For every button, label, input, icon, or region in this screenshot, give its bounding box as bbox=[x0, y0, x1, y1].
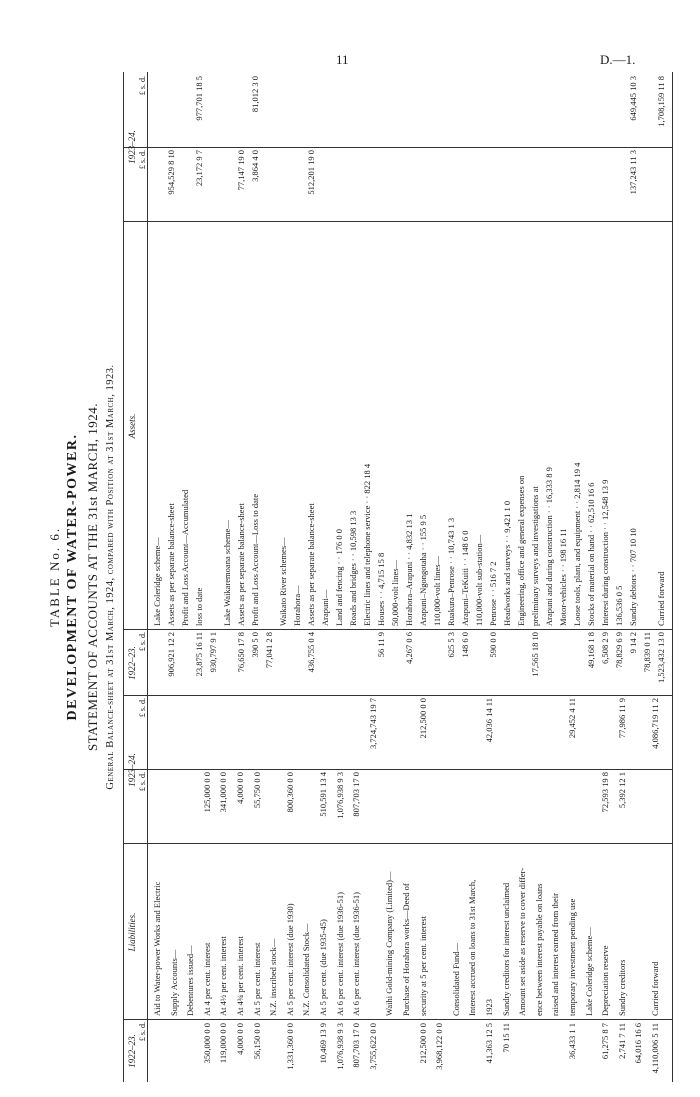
liab-l6-c1: 4,000 0 0 bbox=[235, 772, 245, 804]
assets-a34-p: 78,829 6 9 bbox=[614, 632, 624, 669]
assets-a8-d: Profit and Loss Account—Loss to date bbox=[250, 494, 260, 626]
assets-a32-d: Stocks of material on hand · · 62,510 16 6 bbox=[586, 482, 596, 626]
assets-a4-c1: 23,172 9 7 bbox=[194, 150, 204, 187]
page-number: 11 bbox=[336, 52, 349, 67]
header-liab-1923-24: 1923–24. bbox=[127, 753, 137, 787]
liab-l23-d: Amount set aside as reserve to cover differ- bbox=[517, 867, 528, 1016]
assets-a32-p: 49,168 1 8 bbox=[586, 632, 596, 669]
liab-l28-c1: 72,593 19 8 bbox=[600, 772, 611, 813]
assets-a36-p: 78,839 0 11 bbox=[642, 632, 652, 673]
units-label: £ s. d. bbox=[138, 632, 147, 652]
units-label: £ s. d. bbox=[138, 150, 147, 170]
units-label: £ s. d. bbox=[138, 698, 147, 718]
assets-a35-p: 9 14 2 bbox=[628, 632, 638, 654]
liab-l4-d: At 4 per cent. interest bbox=[201, 942, 212, 1016]
liab-l5-c1: 341,000 0 0 bbox=[218, 772, 229, 813]
liab-l10-d: N.Z. Consolidated Stock— bbox=[301, 923, 312, 1016]
assets-a23-p: 148 6 0 bbox=[460, 632, 470, 658]
liab-l26-p: 36,433 1 1 bbox=[567, 1023, 577, 1060]
header-liabilities: Liabilities. bbox=[127, 912, 137, 952]
liab-l21-p: 41,363 12 5 bbox=[484, 1023, 494, 1064]
liab-l5-p: 119,000 0 0 bbox=[218, 1023, 229, 1064]
document-title: DEVELOPMENT OF WATER-POWER. bbox=[65, 433, 80, 721]
liab-l25-d: raised and interest earned from their bbox=[550, 893, 561, 1016]
assets-a26-d: Headworks and surveys · · 9,421 1 0 bbox=[502, 500, 512, 626]
liab-l13-c1: 807,703 17 0 bbox=[351, 772, 362, 817]
liab-l22-p: 70 15 11 bbox=[500, 1023, 511, 1053]
liab-l29-c2: 77,986 11 9 bbox=[616, 698, 627, 739]
liab-l29-p: 2,741 7 11 bbox=[616, 1023, 627, 1059]
assets-a11-d: Horahora— bbox=[292, 585, 302, 626]
header-assets: Assets. bbox=[127, 413, 137, 439]
assets-a6-d: Lake Waikaremoana scheme— bbox=[222, 520, 232, 626]
col-rule-5 bbox=[123, 629, 672, 630]
assets-a4-p: 23,875 16 11 bbox=[194, 632, 204, 677]
liab-l2-d: Supply Accounts— bbox=[168, 949, 179, 1016]
liab-l11-c1: 510,591 13 4 bbox=[318, 772, 328, 817]
liab-l13-p: 807,703 17 0 bbox=[351, 1023, 362, 1068]
assets-a22-d: Ruakura–Penrose · · 10,743 1 3 bbox=[446, 517, 456, 626]
liab-l26-d: temporary investment pending use bbox=[567, 898, 577, 1016]
header-asset-1922-23: 1922–23. bbox=[127, 646, 137, 680]
liab-l8-d: N.Z. inscribed stock— bbox=[268, 938, 279, 1016]
liab-l30-p: 64,016 16 6 bbox=[633, 1023, 644, 1064]
page-reference: D.—1. bbox=[600, 52, 636, 67]
assets-a13-d: Arapuni— bbox=[320, 589, 330, 626]
liab-l12-p: 1,076,938 9 3 bbox=[334, 1023, 345, 1070]
liab-l1-d: Aid to Water-power Works and Electric bbox=[152, 881, 162, 1016]
col-rule-1 bbox=[123, 1019, 672, 1020]
liab-l24-d: ence between interest payable on loans bbox=[533, 883, 544, 1016]
assets-a37-c2: 1,708,159 11 8 bbox=[656, 76, 666, 127]
liab-l28-d: Depreciation reserve bbox=[600, 945, 611, 1016]
liab-l11-d: At 5 per cent. (due 1935-45) bbox=[318, 919, 328, 1016]
assets-a18-d: 50,000-volt lines— bbox=[390, 559, 400, 626]
assets-a4-d: loss to date bbox=[194, 587, 204, 626]
units-label: £ s. d. bbox=[138, 1022, 147, 1042]
liab-l21-d: 1923 bbox=[484, 999, 494, 1016]
liab-l20-d: Interest accrued on loans to 31st March, bbox=[467, 879, 478, 1016]
table-number: TABLE No. 6. bbox=[47, 526, 62, 628]
assets-a10-d: Waikato River schemes— bbox=[278, 537, 288, 626]
rotated-table bbox=[45, 72, 685, 1082]
assets-a2-p: 906,921 12 2 bbox=[166, 632, 176, 677]
center-rule bbox=[123, 695, 672, 696]
assets-a14-d: Land and fencing · · 176 0 0 bbox=[334, 528, 344, 626]
assets-a35-c1: 137,243 11 3 bbox=[628, 150, 638, 195]
assets-a29-d: Arapuni and during construction · · 16,333 8 9 bbox=[544, 467, 554, 626]
assets-a19-p: 4,267 0 6 bbox=[404, 632, 414, 664]
liab-l5-d: At 4½ per cent. interest bbox=[218, 936, 229, 1016]
liab-l13-d: At 6 per cent. interest (due 1936-51) bbox=[351, 892, 362, 1016]
assets-a35-c2: 649,445 10 3 bbox=[628, 76, 638, 121]
liab-l28-p: 61,275 8 7 bbox=[600, 1023, 611, 1060]
assets-a2-d: Assets as per separate balance-sheet bbox=[166, 503, 176, 626]
liab-l11-p: 10,469 13 9 bbox=[318, 1023, 328, 1064]
liab-l9-c1: 800,360 0 0 bbox=[284, 772, 295, 813]
assets-a3-d: Profit and Loss Account—Accumulated bbox=[180, 489, 190, 626]
assets-a37-d: Carried forward bbox=[656, 571, 666, 626]
liab-l12-d: At 6 per cent. interest (due 1936-51) bbox=[334, 892, 345, 1016]
assets-a28-d: preliminary surveys and investigations at bbox=[530, 486, 540, 626]
assets-a37-p: 1,523,432 13 0 bbox=[656, 632, 666, 683]
assets-a28-p: 17,565 18 10 bbox=[530, 632, 540, 677]
assets-a30-d: Motor-vehicles · · 198 16 11 bbox=[558, 528, 568, 626]
assets-a22-p: 625 5 3 bbox=[446, 632, 456, 658]
assets-a33-d: Interest during construction · · 12,548 13 9 bbox=[600, 479, 610, 626]
liab-l31-c2: 4,086,719 11 2 bbox=[650, 698, 660, 749]
col-rule-7 bbox=[123, 147, 672, 148]
rotated-table-wrapper bbox=[45, 72, 685, 1082]
liab-l17-d: security at 5 per cent. interest bbox=[417, 915, 428, 1016]
assets-a17-p: 56 11 9 bbox=[376, 632, 386, 658]
liab-l18-p: 3,968,122 0 0 bbox=[434, 1023, 445, 1070]
assets-a16-d: Electric lines and telephone service · · 822 18 4 bbox=[362, 463, 372, 626]
liab-l6-p: 4,000 0 0 bbox=[235, 1023, 245, 1055]
header-asset-1923-24: 1923–24. bbox=[127, 130, 137, 164]
assets-a12-d: Assets as per separate balance-sheet bbox=[306, 503, 316, 626]
liab-l9-p: 1,331,360 0 0 bbox=[284, 1023, 295, 1070]
assets-a15-d: Roads and bridges · · 10,598 13 3 bbox=[348, 510, 358, 626]
assets-a8-c1: 3,864 4 0 bbox=[250, 150, 260, 182]
assets-a5-p: 930,797 9 1 bbox=[208, 632, 218, 673]
units-label: £ s. d. bbox=[138, 772, 147, 792]
assets-a34-d: 136,536 0 5 bbox=[614, 585, 624, 626]
assets-a8-c2: 81,012 3 0 bbox=[250, 76, 260, 113]
assets-a21-d: 110,000-volt lines— bbox=[432, 555, 442, 626]
assets-a33-p: 6,508 2 9 bbox=[600, 632, 610, 664]
liab-l31-p: 4,110,006 5 11 bbox=[650, 1023, 660, 1074]
assets-a23-d: Arapuni–TeKuiti · · 148 6 0 bbox=[460, 530, 470, 626]
assets-a17-d: Houses · · 4,715 15 8 bbox=[376, 552, 386, 626]
assets-a4-c2: 977,701 18 5 bbox=[194, 76, 204, 121]
assets-a7-d: Assets as per separate balance-sheet bbox=[236, 503, 246, 626]
col-rule-2 bbox=[123, 843, 672, 844]
liab-l4-c1: 125,000 0 0 bbox=[201, 772, 212, 813]
liab-l29-c1: 5,392 12 1 bbox=[616, 772, 627, 809]
liab-l27-d: Lake Coleridge scheme— bbox=[583, 927, 594, 1016]
liab-l7-d: At 5 per cent. interest bbox=[251, 942, 262, 1016]
assets-a31-d: Loose tools, plant, and equipment · · 2,814 19 4 bbox=[572, 462, 582, 626]
liab-l17-p: 212,500 0 0 bbox=[417, 1023, 428, 1064]
liab-l7-p: 56,150 0 0 bbox=[251, 1023, 262, 1060]
liab-l12-c1: 1,076,938 9 3 bbox=[334, 772, 345, 819]
assets-a19-d: Horahora–Arapuni · · 4,832 13 1 bbox=[404, 513, 414, 626]
statement-title: STATEMENT OF ACCOUNTS AT THE 31st MARCH, 1924. bbox=[85, 402, 100, 752]
liab-l26-c2: 29,452 4 11 bbox=[567, 698, 577, 739]
assets-a35-d: Sundry debtors · · 707 10 10 bbox=[628, 528, 638, 626]
liab-l14-p: 3,755,622 0 0 bbox=[367, 1023, 378, 1070]
assets-a12-c1: 512,201 19 0 bbox=[306, 150, 316, 195]
liab-l7-c1: 55,750 0 0 bbox=[251, 772, 262, 809]
assets-a9-p: 77,041 2 8 bbox=[264, 632, 274, 669]
assets-a8-p: 390 5 0 bbox=[250, 632, 260, 658]
liab-l19-d: Consolidated Fund— bbox=[450, 943, 461, 1016]
balance-sheet-subtitle: General Balance-sheet at 31st March, 1924, compared with Position at 31st March, 1923. bbox=[105, 364, 116, 790]
assets-a7-p: 76,650 17 8 bbox=[236, 632, 246, 673]
assets-a12-p: 436,755 0 4 bbox=[306, 632, 316, 673]
liab-l17-c2: 212,500 0 0 bbox=[417, 698, 428, 739]
col-rule-3 bbox=[123, 769, 672, 770]
assets-a2-c1: 954,529 8 10 bbox=[166, 150, 176, 195]
assets-a1-d: Lake Coleridge scheme— bbox=[152, 537, 162, 626]
assets-a24-d: 110,000-volt sub-station— bbox=[474, 534, 484, 626]
liab-l4-p: 350,000 0 0 bbox=[201, 1023, 212, 1064]
table-top-rule bbox=[123, 72, 124, 1082]
liab-l21-c2: 42,036 14 11 bbox=[484, 698, 494, 743]
assets-a25-p: 590 0 0 bbox=[488, 632, 498, 658]
assets-a7-c1: 77,147 19 0 bbox=[236, 150, 246, 191]
liab-l9-d: At 5 per cent. interest (due 1930) bbox=[284, 903, 295, 1016]
assets-a27-d: Engineering, office and general expenses on bbox=[516, 475, 526, 626]
liab-l29-d: Sundry creditors bbox=[616, 959, 627, 1016]
liab-l3-d: Debentures issued— bbox=[185, 945, 196, 1016]
liab-l14-c2: 3,724,743 19 7 bbox=[367, 698, 378, 749]
liab-l15-d: Waihi Gold-mining Company (Limited)— bbox=[384, 871, 395, 1016]
units-label: £ s. d. bbox=[138, 76, 147, 96]
liab-l31-d: Carried forward bbox=[650, 961, 660, 1016]
assets-a25-d: Penrose · · 516 7 2 bbox=[488, 561, 498, 626]
col-rule-6 bbox=[123, 221, 672, 222]
liab-l16-d: Purchase of Horahora works—Deed of bbox=[401, 883, 411, 1016]
table-bottom-rule bbox=[672, 72, 673, 1082]
header-liab-1922-23: 1922–23. bbox=[127, 1034, 137, 1068]
liab-l22-d: Sundry creditors for interest unclaimed bbox=[500, 882, 511, 1016]
assets-a20-d: Arapuni–Ngongotaha · · 155 9 5 bbox=[418, 514, 428, 626]
header-bottom-rule bbox=[147, 72, 148, 1082]
liab-l6-d: At 4¾ per cent. interest bbox=[235, 936, 245, 1016]
